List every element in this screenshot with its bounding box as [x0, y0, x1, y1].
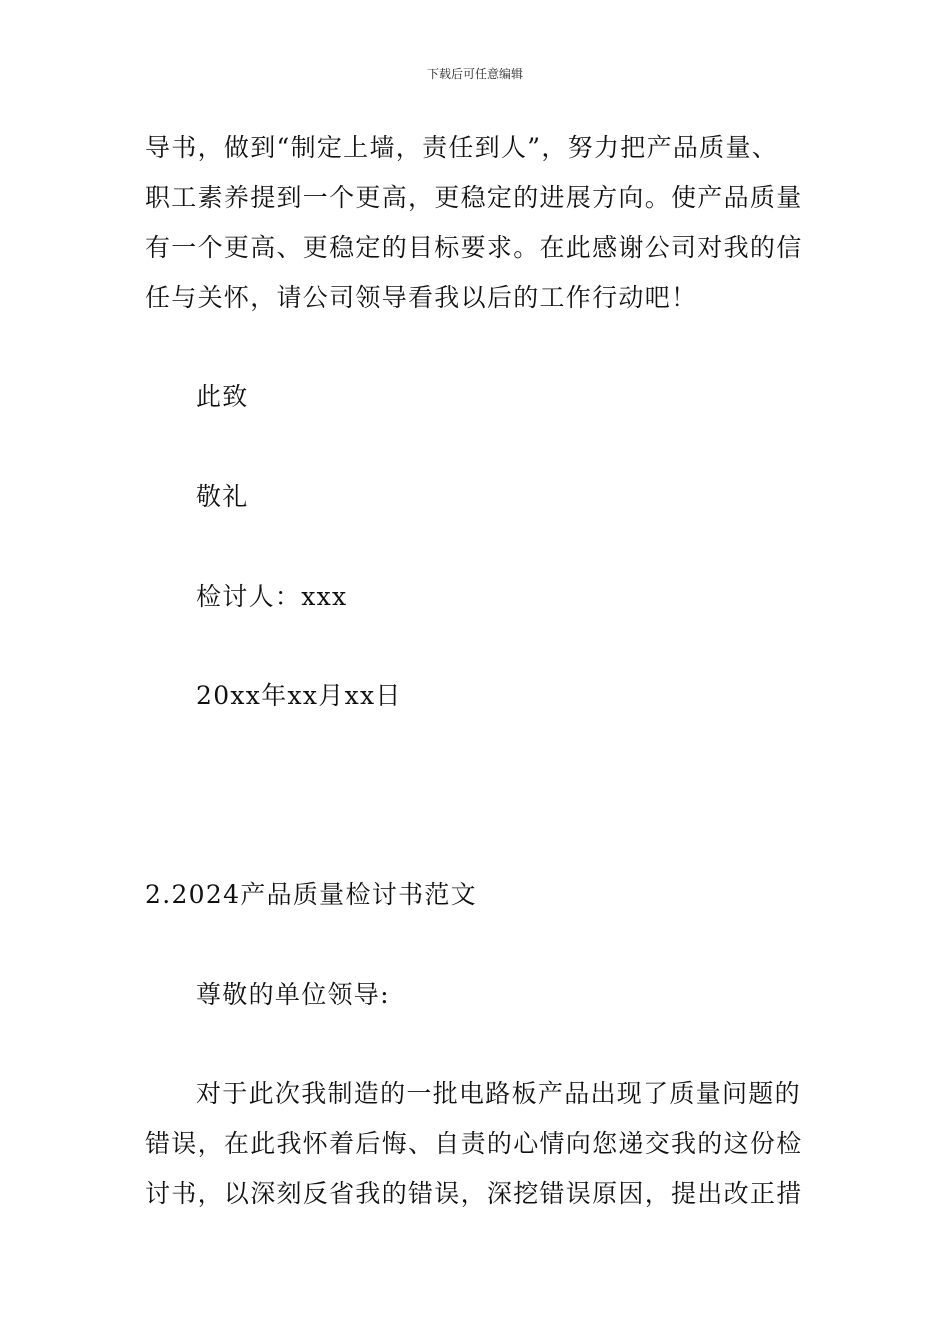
- section-greeting: 尊敬的单位领导:: [196, 980, 390, 1009]
- paragraph-line: 对于此次我制造的一批电路板产品出现了质量问题的: [196, 1079, 801, 1108]
- closing-date: 20xx年xx月xx日: [196, 681, 402, 710]
- paragraph-line: 职工素养提到一个更高，更稳定的进展方向。使产品质量: [145, 183, 803, 212]
- paragraph-line: 任与关怀，请公司领导看我以后的工作行动吧！: [145, 283, 698, 312]
- paragraph-line: 讨书，以深刻反省我的错误，深挖错误原因，提出改正措: [145, 1179, 803, 1208]
- section-title: 2.2024产品质量检讨书范文: [145, 880, 477, 909]
- closing-salutation: 此致: [196, 382, 249, 411]
- paragraph-line: 导书，做到“制定上墙，责任到人”，努力把产品质量、: [145, 133, 779, 162]
- paragraph-line: 有一个更高、更稳定的目标要求。在此感谢公司对我的信: [145, 233, 803, 262]
- closing-regards: 敬礼: [196, 482, 249, 511]
- paragraph-line: 错误，在此我怀着后悔、自责的心情向您递交我的这份检: [145, 1129, 803, 1158]
- page-header: 下载后可任意编辑: [426, 67, 523, 81]
- closing-signer: 检讨人：xxx: [196, 582, 348, 611]
